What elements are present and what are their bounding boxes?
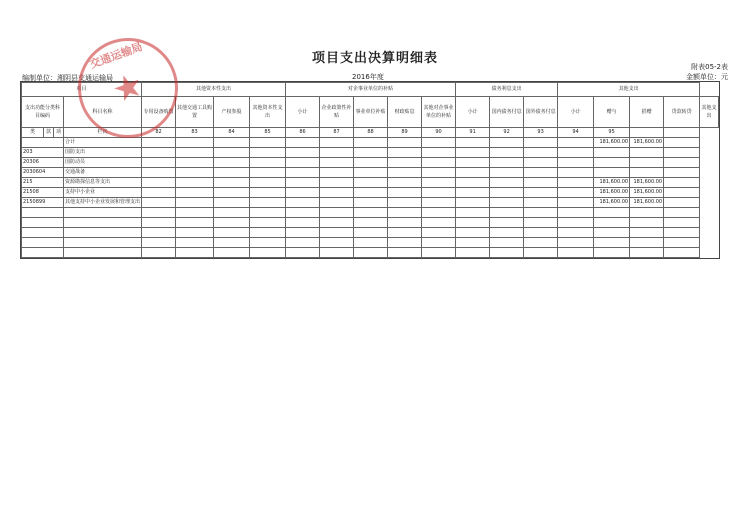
empty-cell [664, 198, 700, 208]
row-index-label: 栏次 [64, 128, 142, 138]
empty-cell [524, 198, 558, 208]
row-name: 交通战备 [64, 168, 142, 178]
col-num-11: 93 [524, 128, 558, 138]
empty-cell [214, 138, 250, 148]
empty-cell [142, 158, 176, 168]
col-h-7: 财政贴息 [388, 97, 422, 128]
empty-cell [388, 198, 422, 208]
empty-cell [490, 178, 524, 188]
empty-cell [320, 148, 354, 158]
empty-cell [422, 178, 456, 188]
empty-cell [286, 138, 320, 148]
table-row [22, 138, 719, 148]
empty-cell [354, 178, 388, 188]
empty-cell [250, 148, 286, 158]
empty-cell [320, 178, 354, 188]
empty-cell [176, 198, 214, 208]
col-h-15: 贷款转贷 [664, 97, 700, 128]
empty-cell [664, 188, 700, 198]
empty-cell [176, 188, 214, 198]
empty-cell [456, 138, 490, 148]
form-number: 附表05-2表 [691, 63, 728, 71]
empty-cell [664, 138, 700, 148]
col-num-0: 82 [142, 128, 176, 138]
empty-cell [320, 198, 354, 208]
row-amount-donation [630, 158, 664, 168]
empty-cell [422, 168, 456, 178]
row-code: 20306 [22, 158, 64, 168]
col-num-7: 89 [388, 128, 422, 138]
empty-cell [422, 138, 456, 148]
empty-cell [388, 178, 422, 188]
empty-cell [524, 178, 558, 188]
row-amount-subtotal: 181,600.00 [594, 198, 630, 208]
col-num-13: 95 [594, 128, 630, 138]
row-name: 资源勘探信息等支出 [64, 178, 142, 188]
col-num-8: 90 [422, 128, 456, 138]
empty-cell [456, 188, 490, 198]
empty-cell [176, 168, 214, 178]
empty-cell [524, 148, 558, 158]
empty-cell [354, 148, 388, 158]
col-h-5: 企业政策性补贴 [320, 97, 354, 128]
empty-cell [456, 178, 490, 188]
empty-cell [286, 168, 320, 178]
row-code: 2150899 [22, 198, 64, 208]
col-h-6: 事业单位补贴 [354, 97, 388, 128]
empty-cell [286, 158, 320, 168]
empty-cell [524, 188, 558, 198]
empty-cell [214, 178, 250, 188]
row-amount-subtotal [594, 148, 630, 158]
col-h-16: 其他支出 [700, 97, 719, 128]
empty-cell [320, 138, 354, 148]
seal-text: 交通运输局 [88, 40, 145, 72]
table-row [22, 158, 719, 168]
empty-cell [214, 188, 250, 198]
col-num-1: 83 [176, 128, 214, 138]
empty-cell [354, 138, 388, 148]
empty-cell [558, 148, 594, 158]
empty-cell [524, 158, 558, 168]
empty-cell [142, 188, 176, 198]
col-h-8: 其他对企事业单位的补贴 [422, 97, 456, 128]
row-amount-donation [630, 148, 664, 158]
empty-cell [320, 168, 354, 178]
sub-type: 类 [22, 128, 44, 138]
col-num-3: 85 [250, 128, 286, 138]
row-amount-subtotal: 181,600.00 [594, 178, 630, 188]
empty-cell [558, 188, 594, 198]
empty-cell [250, 138, 286, 148]
row-code: 21508 [22, 188, 64, 198]
empty-cell [286, 178, 320, 188]
empty-cell [142, 168, 176, 178]
empty-cell [250, 178, 286, 188]
empty-cell [320, 158, 354, 168]
col-h-14: 捐赠 [630, 97, 664, 128]
empty-row [22, 208, 719, 218]
header-enterprise: 对企事业单位的补贴 [286, 83, 456, 97]
empty-cell [142, 178, 176, 188]
empty-cell [422, 188, 456, 198]
empty-cell [388, 158, 422, 168]
header-func-code: 支出功能分类科目编码 [22, 97, 64, 128]
empty-cell [320, 188, 354, 198]
col-h-11: 国外债务付息 [524, 97, 558, 128]
empty-cell [354, 158, 388, 168]
row-code: 203 [22, 148, 64, 158]
col-num-5: 87 [320, 128, 354, 138]
row-amount-subtotal: 181,600.00 [594, 138, 630, 148]
row-amount-subtotal [594, 158, 630, 168]
currency-unit: 金额单位：元 [686, 73, 728, 81]
empty-cell [176, 158, 214, 168]
col-num-2: 84 [214, 128, 250, 138]
empty-cell [354, 188, 388, 198]
empty-row [22, 228, 719, 238]
empty-cell [490, 158, 524, 168]
empty-cell [354, 198, 388, 208]
empty-cell [558, 168, 594, 178]
empty-cell [388, 138, 422, 148]
col-num-10: 92 [490, 128, 524, 138]
empty-cell [214, 198, 250, 208]
header-name: 科目名称 [64, 97, 142, 128]
row-name: 国防动员 [64, 158, 142, 168]
col-h-10: 国内债务付息 [490, 97, 524, 128]
row-amount-donation: 181,600.00 [630, 198, 664, 208]
empty-row [22, 248, 719, 258]
empty-cell [456, 148, 490, 158]
empty-cell [176, 178, 214, 188]
header-other: 其他支出 [558, 83, 700, 97]
row-amount-donation [630, 168, 664, 178]
row-amount-donation: 181,600.00 [630, 188, 664, 198]
empty-cell [524, 168, 558, 178]
empty-cell [558, 178, 594, 188]
empty-cell [664, 158, 700, 168]
col-h-12: 小计 [558, 97, 594, 128]
table-row [22, 188, 719, 198]
header-project: 项目 [22, 83, 142, 97]
row-amount-subtotal: 181,600.00 [594, 188, 630, 198]
empty-cell [142, 148, 176, 158]
empty-cell [664, 148, 700, 158]
empty-cell [664, 168, 700, 178]
header-debt: 债务利息支出 [456, 83, 558, 97]
table-row [22, 168, 719, 178]
empty-cell [388, 148, 422, 158]
row-amount-subtotal [594, 168, 630, 178]
col-h-2: 产权参股 [214, 97, 250, 128]
col-num-4: 86 [286, 128, 320, 138]
row-amount-donation: 181,600.00 [630, 138, 664, 148]
empty-cell [250, 188, 286, 198]
empty-cell [558, 158, 594, 168]
empty-cell [388, 168, 422, 178]
star-icon: ★ [106, 63, 150, 113]
empty-cell [250, 168, 286, 178]
empty-row [22, 238, 719, 248]
empty-cell [558, 138, 594, 148]
col-num-12: 94 [558, 128, 594, 138]
empty-cell [456, 168, 490, 178]
col-h-4: 小计 [286, 97, 320, 128]
sub-detail: 项 [54, 128, 64, 138]
expenditure-table [20, 81, 720, 259]
col-num-9: 91 [456, 128, 490, 138]
page-title: 项目支出决算明细表 [311, 51, 438, 66]
row-code: 2030604 [22, 168, 64, 178]
empty-cell [388, 188, 422, 198]
empty-cell [664, 178, 700, 188]
empty-cell [142, 138, 176, 148]
empty-cell [524, 138, 558, 148]
empty-cell [456, 158, 490, 168]
empty-cell [250, 158, 286, 168]
row-name: 支持中小企业 [64, 188, 142, 198]
empty-cell [176, 138, 214, 148]
row-amount-donation: 181,600.00 [630, 178, 664, 188]
empty-cell [422, 148, 456, 158]
empty-cell [422, 158, 456, 168]
empty-cell [490, 188, 524, 198]
col-h-0: 专用设备购置 [142, 97, 176, 128]
empty-cell [250, 198, 286, 208]
table-row [22, 178, 719, 188]
organization: 编制单位：湘阴县交通运输局 [22, 74, 113, 82]
empty-cell [214, 158, 250, 168]
col-h-1: 其他交通工具购置 [176, 97, 214, 128]
row-name: 其他支持中小企业发展和管理支出 [64, 198, 142, 208]
col-h-3: 其他资本性支出 [250, 97, 286, 128]
empty-cell [490, 148, 524, 158]
empty-cell [456, 198, 490, 208]
sub-item: 款 [44, 128, 54, 138]
col-h-13: 赠与 [594, 97, 630, 128]
table-row [22, 198, 719, 208]
empty-cell [176, 148, 214, 158]
fiscal-year: 2016年度 [352, 73, 384, 81]
row-code: 215 [22, 178, 64, 188]
row-name: 国防支出 [64, 148, 142, 158]
empty-cell [214, 148, 250, 158]
empty-cell [286, 148, 320, 158]
empty-cell [490, 168, 524, 178]
empty-cell [354, 168, 388, 178]
empty-cell [286, 198, 320, 208]
empty-cell [490, 138, 524, 148]
row-name: 合计 [64, 138, 142, 148]
table-row [22, 148, 719, 158]
empty-cell [558, 198, 594, 208]
col-h-9: 小计 [456, 97, 490, 128]
empty-cell [214, 168, 250, 178]
col-num-6: 88 [354, 128, 388, 138]
empty-cell [142, 198, 176, 208]
row-code [22, 138, 64, 148]
empty-row [22, 218, 719, 228]
empty-cell [490, 198, 524, 208]
empty-cell [286, 188, 320, 198]
empty-cell [422, 198, 456, 208]
header-capital: 其他资本性支出 [142, 83, 286, 97]
